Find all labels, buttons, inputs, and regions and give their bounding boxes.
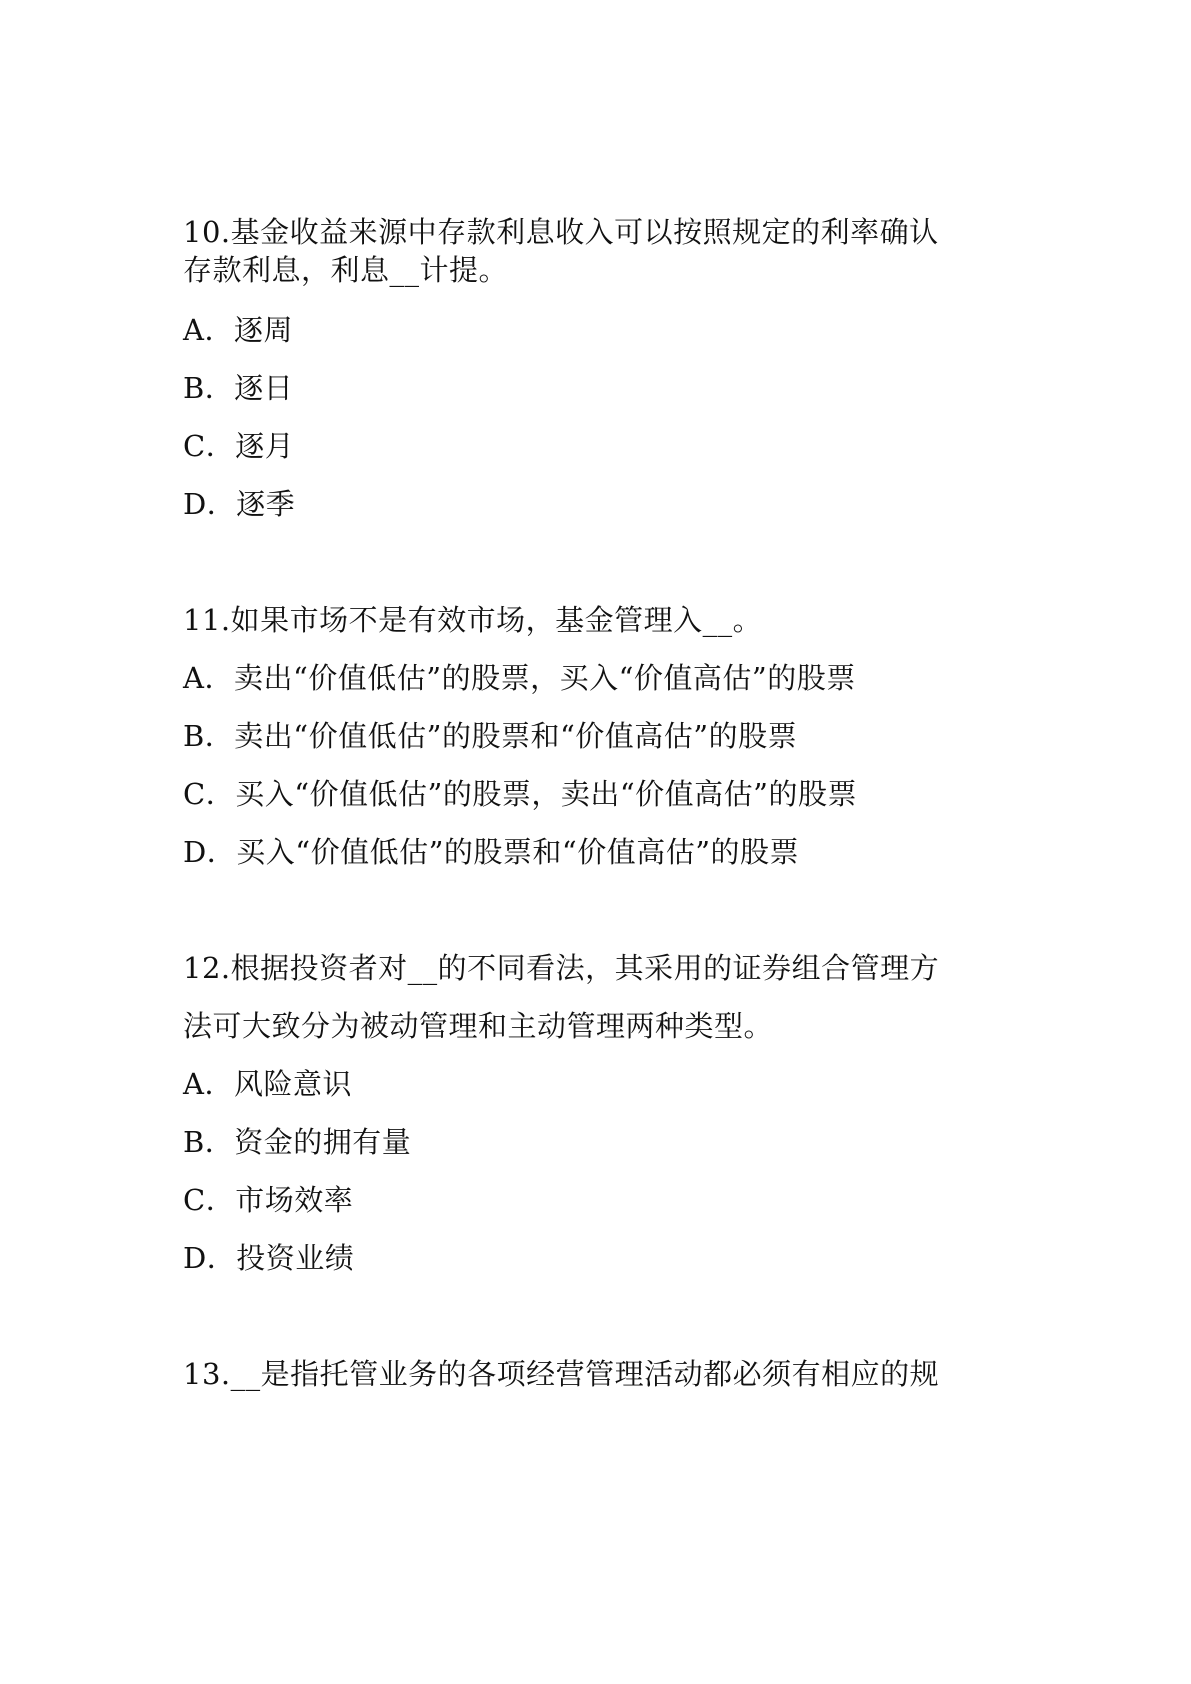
question-10-option-a: A．逐周: [183, 313, 293, 347]
question-10-text-line-1: 10.基金收益来源中存款利息收入可以按照规定的利率确认: [183, 215, 939, 249]
question-12-option-c: C．市场效率: [183, 1183, 354, 1217]
question-11-option-c: C．买入“价值低估”的股票，卖出“价值高估”的股票: [183, 777, 857, 811]
question-11-text-line-1: 11.如果市场不是有效市场，基金管理入__。: [183, 603, 763, 637]
question-11-option-d: D．买入“价值低估”的股票和“价值高估”的股票: [183, 835, 800, 869]
question-12-option-b: B．资金的拥有量: [183, 1125, 412, 1159]
question-12-option-a: A．风险意识: [183, 1067, 352, 1101]
question-12-text-line-2: 法可大致分为被动管理和主动管理两种类型。: [183, 1009, 774, 1043]
question-12-option-d: D．投资业绩: [183, 1241, 355, 1275]
question-13-text-line-1: 13.__是指托管业务的各项经营管理活动都必须有相应的规: [183, 1357, 940, 1391]
question-11-option-b: B．卖出“价值低估”的股票和“价值高估”的股票: [183, 719, 798, 753]
question-10-text-line-2: 存款利息，利息__计提。: [183, 253, 509, 287]
question-10-option-d: D．逐季: [183, 487, 296, 521]
question-10-option-c: C．逐月: [183, 429, 295, 463]
question-10-option-b: B．逐日: [183, 371, 294, 405]
question-11-option-a: A．卖出“价值低估”的股票，买入“价值高估”的股票: [183, 661, 856, 695]
question-12-text-line-1: 12.根据投资者对__的不同看法，其采用的证券组合管理方: [183, 951, 940, 985]
